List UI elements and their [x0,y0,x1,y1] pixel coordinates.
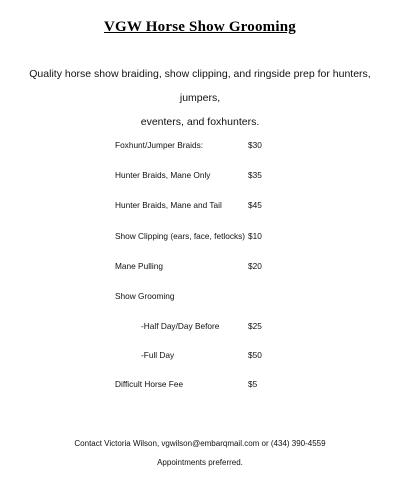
price-value: $50 [248,350,262,360]
price-value: $45 [248,200,262,210]
price-item-label: Mane Pulling [115,261,163,271]
page-title: VGW Horse Show Grooming [104,19,296,35]
intro-line-2: eventers, and foxhunters. [140,116,260,128]
contact-info: Contact Victoria Wilson, vgwilson@embarqmail.com or (434) 390-4559 [74,439,326,448]
price-item-label: Foxhunt/Jumper Braids: [115,140,204,150]
intro-text [20,62,380,134]
price-item-label: -Half Day/Day Before [141,321,220,331]
price-value: $35 [248,170,262,180]
price-item-label: Hunter Braids, Mane and Tail [115,200,222,210]
price-row-show-grooming [0,289,400,303]
price-row-hunter-braids-mane-and-tail [0,198,400,212]
price-value: $25 [248,321,262,331]
price-item-label: Show Grooming [115,291,175,301]
price-row-hunter-braids-mane-only [0,168,400,182]
price-row-full-day [0,348,400,362]
price-value: $10 [248,231,262,241]
appointments-note: Appointments preferred. [157,458,243,467]
intro-line-1: Quality horse show braiding, show clipping, and ringside prep for hunters, jumpers, [29,68,371,104]
price-row-difficult-horse-fee [0,377,400,391]
price-value: $30 [248,140,262,150]
price-item-label: -Full Day [141,350,175,360]
price-value: $5 [248,379,258,389]
price-value: $20 [248,261,262,271]
price-row-foxhunt-jumper-braids [0,138,400,152]
price-item-label: Show Clipping (ears, face, fetlocks) [115,231,246,241]
price-row-show-clipping [0,229,400,243]
price-row-half-day [0,319,400,333]
price-item-label: Difficult Horse Fee [115,379,184,389]
price-row-mane-pulling [0,259,400,273]
price-item-label: Hunter Braids, Mane Only [115,170,211,180]
